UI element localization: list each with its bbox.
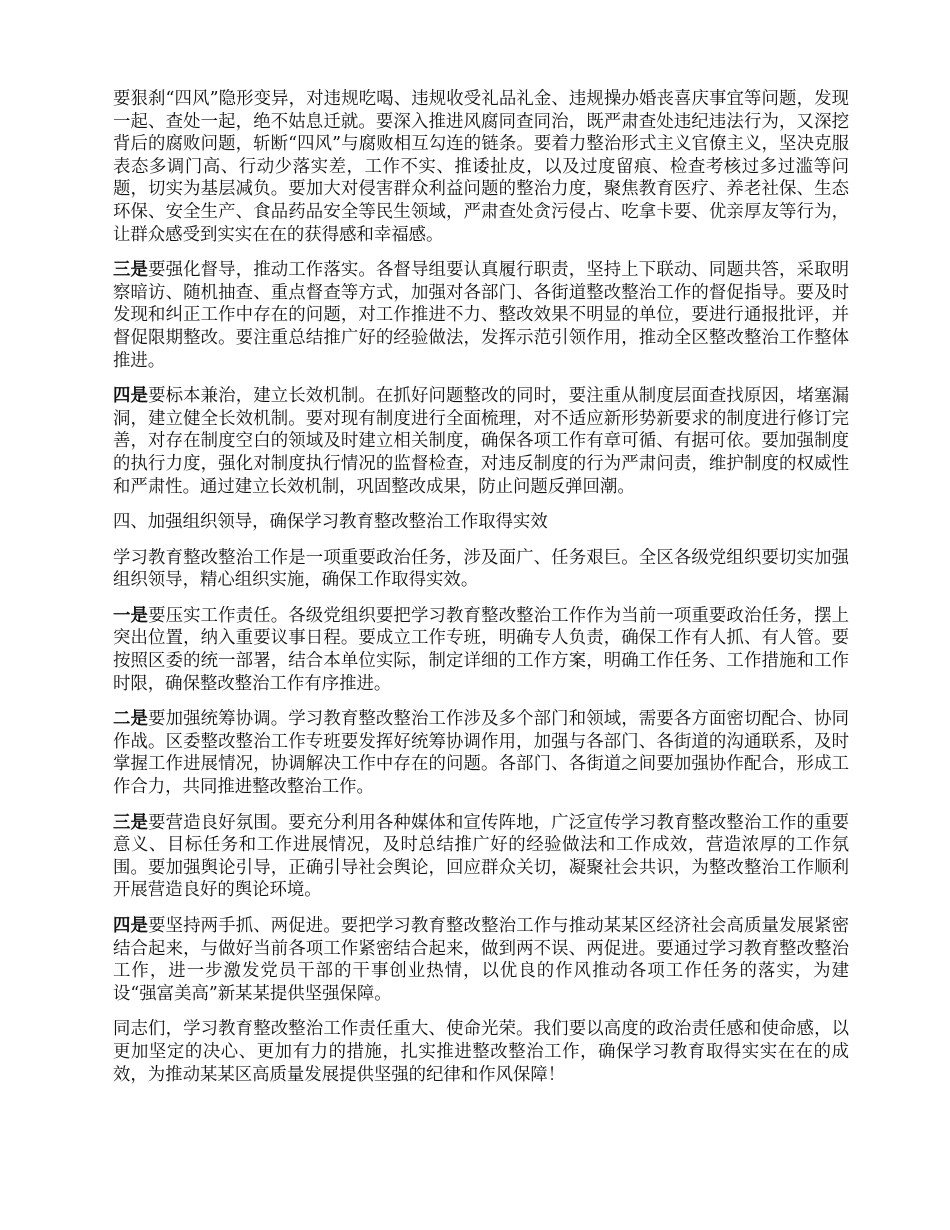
document-page bbox=[113, 88, 849, 1099]
paragraph-coordination bbox=[113, 708, 849, 798]
paragraph-lead: 三是 bbox=[113, 260, 149, 281]
paragraph-text: 学习教育整改整治工作是一项重要政治任务，涉及面广、任务艰巨。全区各级党组织要切实加强组织领导，精心组织实施，确保工作取得实效。 bbox=[113, 547, 849, 591]
paragraph-atmosphere bbox=[113, 812, 849, 902]
paragraph-text: 要营造良好氛围。要充分利用各种媒体和宣传阵地，广泛宣传学习教育整改整治工作的重要意义、目标任务和工作进展情况，及时总结推广好的经验做法和工作成效，营造浓厚的工作氛围。要加强舆论引导，正确引导社会舆论，回应群众关切，凝聚社会共识，为整改整治工作顺利开展营造良好的舆论环境。 bbox=[113, 812, 849, 901]
section-heading-4 bbox=[113, 511, 849, 534]
paragraph-text: 要坚持两手抓、两促进。要把学习教育整改整治工作与推动某某区经济社会高质量发展紧密结合起来，与做好当前各项工作紧密结合起来，做到两不误、两促进。要通过学习教育整改整治工作，进一步激发党员干部的干事创业热情，以优良的作风推动各项工作任务的落实，为建设“强富美高”新某某提供坚强保障。 bbox=[113, 916, 849, 1004]
paragraph-text: 要标本兼治，建立长效机制。在抓好问题整改的同时，要注重从制度层面查找原因，堵塞漏洞，建立健全长效机制。要对现有制度进行全面梳理，对不适应新形势新要求的制度进行修订完善，对存在制度空白的领域及时建立相关制度，确保各项工作有章可循、有据可依。要加强制度的执行力度，强化对制度执行情况的监督检查，对违反制度的行为严肃问责，维护制度的权威性和严肃性。通过建立长效机制，巩固整改成果，防止问题反弹回潮。 bbox=[113, 386, 849, 497]
paragraph-lead: 二是 bbox=[113, 709, 149, 730]
heading-text: 四、加强组织领导，确保学习教育整改整治工作取得实效 bbox=[113, 512, 548, 533]
paragraph-lead: 四是 bbox=[113, 916, 149, 936]
paragraph-sifeng bbox=[113, 88, 849, 246]
paragraph-two-promotions bbox=[113, 915, 849, 1005]
paragraph-lead: 一是 bbox=[113, 605, 149, 626]
paragraph-text: 要加强统筹协调。学习教育整改整治工作涉及多个部门和领域，需要各方面密切配合、协同作战。区委整改整治工作专班要发挥好统筹协调作用，加强与各部门、各街道的沟通联系，及时掌握工作进展情况，协调解决工作中存在的问题。各部门、各街道之间要加强协作配合，形成工作合力，共同推进整改整治工作。 bbox=[113, 709, 849, 798]
paragraph-text: 要强化督导，推动工作落实。各督导组要认真履行职责，坚持上下联动、同题共答，采取明察暗访、随机抽查、重点督查等方式，加强对各部门、各街道整改整治工作的督促指导。要及时发现和纠正工作中存在的问题，对工作推进不力、整改效果不明显的单位，要进行通报批评，并督促限期整改。要注重总结推广好的经验做法，发挥示范引领作用，推动全区整改整治工作整体推进。 bbox=[113, 260, 849, 371]
paragraph-long-term-mechanism bbox=[113, 385, 849, 498]
paragraph-text: 要狠刹“四风”隐形变异，对违规吃喝、违规收受礼品礼金、违规操办婚丧喜庆事宜等问题，发现一起、查处一起，绝不姑息迁就。要深入推进风腐同查同治，既严肃查处违纪违法行为，又深挖背后的腐败问题，斩断“四风”与腐败相互勾连的链条。要着力整治形式主义官僚主义，坚决克服表态多调门高、行动少落实差，工作不实、推诿扯皮，以及过度留痕、检查考核过多过滥等问题，切实为基层减负。要加大对侵害群众利益问题的整治力度，聚焦教育医疗、养老社保、生态环保、安全生产、食品药品安全等民生领域，严肃查处贪污侵占、吃拿卡要、优亲厚友等行为，让群众感受到实实在在的获得感和幸福感。 bbox=[113, 89, 849, 245]
paragraph-section-intro bbox=[113, 547, 849, 592]
paragraph-supervision bbox=[113, 259, 849, 372]
paragraph-lead: 三是 bbox=[113, 812, 149, 833]
paragraph-text: 同志们，学习教育整改整治工作责任重大、使命光荣。我们要以高度的政治责任感和使命感，以更加坚定的决心、更加有力的措施，扎实推进整改整治工作，确保学习教育取得实实在在的成效，为推动某某区高质量发展提供坚强的纪律和作风保障！ bbox=[113, 1019, 849, 1085]
paragraph-lead: 四是 bbox=[113, 386, 149, 407]
paragraph-text: 要压实工作责任。各级党组织要把学习教育整改整治工作作为当前一项重要政治任务，摆上突出位置，纳入重要议事日程。要成立工作专班，明确专人负责，确保工作有人抓、有人管。要按照区委的统一部署，结合本单位实际，制定详细的工作方案，明确工作任务、工作措施和工作时限，确保整改整治工作有序推进。 bbox=[113, 605, 849, 694]
paragraph-responsibility bbox=[113, 605, 849, 695]
paragraph-closing bbox=[113, 1018, 849, 1086]
